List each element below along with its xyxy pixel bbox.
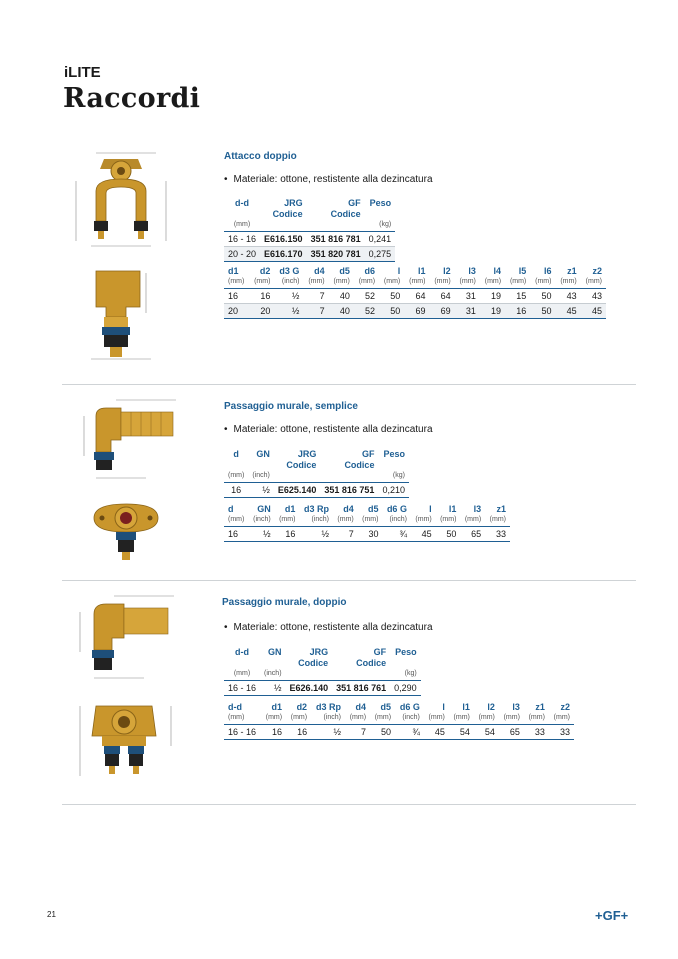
unit	[286, 669, 333, 681]
cell: 52	[354, 289, 379, 304]
dim-header: d6 G	[386, 504, 407, 514]
unit: (inch)	[260, 669, 286, 681]
section-title: Passaggio murale, semplice	[224, 401, 358, 412]
cell: 16	[249, 289, 274, 304]
cell: 20	[249, 304, 274, 319]
unit: (mm)	[333, 515, 358, 527]
dim-header: d1	[284, 504, 296, 514]
dim-header: l1	[462, 702, 470, 712]
col-gn: GN	[256, 449, 270, 459]
cell: 20	[224, 304, 249, 319]
sub: Codice	[286, 460, 317, 470]
cell: 45	[424, 725, 449, 740]
unit: (inch)	[395, 713, 424, 725]
dim-header: l2	[443, 266, 451, 276]
unit: (mm)	[224, 220, 260, 232]
cell: 7	[303, 304, 328, 319]
cell: 351 816 781	[307, 232, 365, 247]
cell: 16	[224, 289, 249, 304]
unit: (mm)	[424, 713, 449, 725]
unit: (inch)	[248, 471, 274, 483]
dim-header: l2	[487, 702, 495, 712]
cell: 50	[530, 289, 555, 304]
unit: (inch)	[299, 515, 333, 527]
dim-header: d5	[380, 702, 392, 712]
unit: (mm)	[485, 515, 510, 527]
cell: 40	[329, 289, 354, 304]
dim-header: z1	[496, 504, 506, 514]
unit: (mm)	[354, 277, 379, 289]
unit: (mm)	[411, 515, 436, 527]
col-gf: GF	[348, 198, 361, 208]
double-wall-elbow-side-drawing	[74, 592, 184, 684]
cell: 7	[345, 725, 370, 740]
col-jrg: JRG	[309, 647, 329, 657]
dim-header: d3 Rp	[303, 504, 329, 514]
cell: 16 - 16	[224, 725, 261, 740]
col-dd: d-d	[235, 198, 250, 208]
unit: (mm)	[581, 277, 606, 289]
dim-header: l	[429, 504, 432, 514]
dim-header: l3	[512, 702, 520, 712]
cell: 43	[581, 289, 606, 304]
col-peso: Peso	[395, 647, 417, 657]
cell: 40	[329, 304, 354, 319]
cell: ½	[248, 483, 274, 498]
unit: (inch)	[382, 515, 410, 527]
table-row	[224, 232, 395, 247]
unit: (kg)	[378, 471, 409, 483]
section-attacco-doppio	[62, 145, 636, 380]
unit: (inch)	[249, 515, 275, 527]
cell: 45	[581, 304, 606, 319]
cell: 0,290	[390, 681, 421, 696]
unit: (mm)	[549, 713, 574, 725]
dim-header: d4	[314, 266, 325, 276]
col-jrg: JRG	[297, 449, 317, 459]
unit: (mm)	[379, 277, 404, 289]
cell: E626.140	[286, 681, 333, 696]
cell: 43	[555, 289, 580, 304]
table-row	[224, 725, 574, 740]
cell: 50	[379, 304, 404, 319]
dim-header: z2	[560, 702, 570, 712]
unit: (mm)	[480, 277, 505, 289]
dim-header: GN	[257, 504, 271, 514]
cell: 64	[404, 289, 429, 304]
col-gn: GN	[268, 647, 282, 657]
col-d: d	[233, 449, 239, 459]
section-passaggio-doppio	[62, 588, 636, 800]
section-passaggio-semplice	[62, 392, 636, 577]
cell: 65	[460, 527, 485, 542]
dim-header: d5	[339, 266, 350, 276]
cell: ¾	[382, 527, 410, 542]
unit: (mm)	[429, 277, 454, 289]
dim-header: l3	[473, 504, 482, 514]
wall-elbow-front-drawing	[86, 492, 176, 567]
cell: 30	[358, 527, 383, 542]
unit: (mm)	[275, 515, 300, 527]
unit: (mm)	[224, 471, 248, 483]
cell: ½	[274, 304, 303, 319]
unit: (mm)	[499, 713, 524, 725]
unit: (mm)	[224, 713, 261, 725]
col-gf: GF	[361, 449, 375, 459]
cell: 54	[474, 725, 499, 740]
dim-header: z2	[592, 266, 602, 276]
table-row	[224, 304, 606, 319]
double-wall-elbow-front-drawing	[76, 696, 186, 788]
code-table	[224, 198, 395, 262]
cell: 50	[370, 725, 395, 740]
col-dd-sub	[224, 209, 260, 220]
brand-label: iLITE	[64, 64, 101, 81]
cell: 16	[505, 304, 530, 319]
cell: 33	[524, 725, 549, 740]
cell: 19	[480, 289, 505, 304]
cell: E616.170	[260, 247, 307, 262]
unit: (kg)	[390, 669, 421, 681]
unit: (kg)	[365, 220, 396, 232]
sub	[248, 460, 274, 471]
col-gf-sub: Codice	[330, 209, 361, 219]
section-title: Attacco doppio	[224, 151, 297, 162]
dim-header: d2	[259, 266, 271, 276]
dim-header: l5	[518, 266, 527, 276]
cell: 31	[455, 289, 480, 304]
cell: 16 - 16	[224, 681, 260, 696]
dim-header: l	[397, 266, 401, 276]
cell: ½	[260, 681, 286, 696]
dim-header: d3 G	[279, 266, 300, 276]
col-peso: Peso	[383, 449, 405, 459]
col-jrg: JRG	[284, 198, 303, 208]
cell: ½	[274, 289, 303, 304]
cell: 50	[436, 527, 461, 542]
cell: 64	[429, 289, 454, 304]
cell: 351 820 781	[307, 247, 365, 262]
cell: 16	[261, 725, 286, 740]
cell: ½	[249, 527, 275, 542]
unit: (mm)	[345, 713, 370, 725]
cell: 52	[354, 304, 379, 319]
cell: 20 - 20	[224, 247, 260, 262]
table-row	[224, 527, 510, 542]
material-note: • Materiale: ottone, restistente alla dezincatura	[224, 622, 433, 633]
unit: (mm)	[261, 713, 286, 725]
section-divider	[62, 580, 636, 581]
cell: 69	[429, 304, 454, 319]
unit: (mm)	[303, 277, 328, 289]
unit	[332, 669, 390, 681]
cell: 33	[485, 527, 510, 542]
page-title: Raccordi	[63, 83, 201, 114]
cell: 45	[555, 304, 580, 319]
double-connector-front-drawing	[66, 151, 176, 251]
section-divider	[62, 804, 636, 805]
cell: 16	[224, 527, 249, 542]
dim-header: l4	[493, 266, 502, 276]
dim-header: d-d	[228, 702, 242, 712]
dimension-table	[224, 702, 574, 740]
section-title: Passaggio murale, doppio	[222, 597, 347, 608]
cell: 31	[455, 304, 480, 319]
cell: 50	[379, 289, 404, 304]
unit	[307, 220, 365, 232]
cell: 351 816 761	[332, 681, 390, 696]
dim-header: l6	[543, 266, 552, 276]
dim-header: d	[228, 504, 234, 514]
cell: 69	[404, 304, 429, 319]
dim-header: d2	[296, 702, 308, 712]
cell: 54	[449, 725, 474, 740]
dim-header: l3	[468, 266, 476, 276]
unit: (mm)	[329, 277, 354, 289]
table-row	[224, 289, 606, 304]
table-row	[224, 247, 395, 262]
unit: (mm)	[370, 713, 395, 725]
unit: (mm)	[436, 515, 461, 527]
unit	[260, 220, 307, 232]
table-row	[224, 483, 409, 498]
unit	[320, 471, 378, 483]
unit: (inch)	[311, 713, 345, 725]
code-table	[224, 647, 421, 696]
unit: (mm)	[404, 277, 429, 289]
cell: 0,241	[365, 232, 396, 247]
dimension-table	[224, 504, 510, 542]
cell: 16 - 16	[224, 232, 260, 247]
cell: ½	[311, 725, 345, 740]
page-number: 21	[47, 910, 56, 919]
sub	[378, 460, 409, 471]
cell: 15	[505, 289, 530, 304]
unit: (mm)	[224, 515, 249, 527]
dim-header: l1	[448, 504, 457, 514]
unit	[274, 471, 321, 483]
unit: (mm)	[449, 713, 474, 725]
sub	[260, 658, 286, 669]
unit: (mm)	[286, 713, 311, 725]
unit: (mm)	[455, 277, 480, 289]
cell: ¾	[395, 725, 424, 740]
unit: (mm)	[460, 515, 485, 527]
dim-header: l	[442, 702, 445, 712]
col-peso-sub	[365, 209, 396, 220]
sub: Codice	[344, 460, 375, 470]
cell: 45	[411, 527, 436, 542]
dim-header: d6 G	[399, 702, 420, 712]
cell: 0,275	[365, 247, 396, 262]
sub	[224, 460, 248, 471]
cell: 351 816 751	[320, 483, 378, 498]
cell: 16	[224, 483, 248, 498]
sub	[224, 658, 260, 669]
col-dd: d-d	[235, 647, 250, 657]
sub: Codice	[298, 658, 329, 668]
unit: (mm)	[524, 713, 549, 725]
dim-header: d4	[355, 702, 367, 712]
cell: 19	[480, 304, 505, 319]
gf-logo: +GF+	[595, 908, 629, 923]
cell: E625.140	[274, 483, 321, 498]
cell: E616.150	[260, 232, 307, 247]
code-table	[224, 449, 409, 498]
cell: 50	[530, 304, 555, 319]
cell: 16	[275, 527, 300, 542]
dim-header: d5	[367, 504, 379, 514]
unit: (mm)	[505, 277, 530, 289]
section-divider	[62, 384, 636, 385]
unit: (mm)	[530, 277, 555, 289]
unit: (inch)	[274, 277, 303, 289]
dim-header: z1	[535, 702, 545, 712]
col-gf: GF	[373, 647, 387, 657]
col-jrg-sub: Codice	[272, 209, 303, 219]
unit: (mm)	[358, 515, 383, 527]
unit: (mm)	[224, 669, 260, 681]
cell: 33	[549, 725, 574, 740]
dim-header: d3 Rp	[316, 702, 342, 712]
double-connector-side-drawing	[76, 263, 176, 369]
unit: (mm)	[224, 277, 249, 289]
cell: ½	[299, 527, 333, 542]
dimension-table	[224, 266, 606, 319]
dim-header: l1	[417, 266, 426, 276]
unit: (mm)	[555, 277, 580, 289]
wall-elbow-side-drawing	[76, 396, 186, 486]
table-row	[224, 681, 421, 696]
cell: 16	[286, 725, 311, 740]
material-note: • Materiale: ottone, restistente alla dezincatura	[224, 424, 433, 435]
cell: 7	[333, 527, 358, 542]
cell: 65	[499, 725, 524, 740]
dim-header: d1	[228, 266, 239, 276]
dim-header: d6	[364, 266, 376, 276]
unit: (mm)	[249, 277, 274, 289]
cell: 7	[303, 289, 328, 304]
sub: Codice	[356, 658, 387, 668]
material-note: • Materiale: ottone, restistente alla dezincatura	[224, 174, 433, 185]
col-peso: Peso	[369, 198, 392, 208]
sub	[390, 658, 421, 669]
dim-header: d1	[271, 702, 283, 712]
dim-header: d4	[343, 504, 354, 514]
cell: 0,210	[378, 483, 409, 498]
dim-header: z1	[567, 266, 577, 276]
unit: (mm)	[474, 713, 499, 725]
